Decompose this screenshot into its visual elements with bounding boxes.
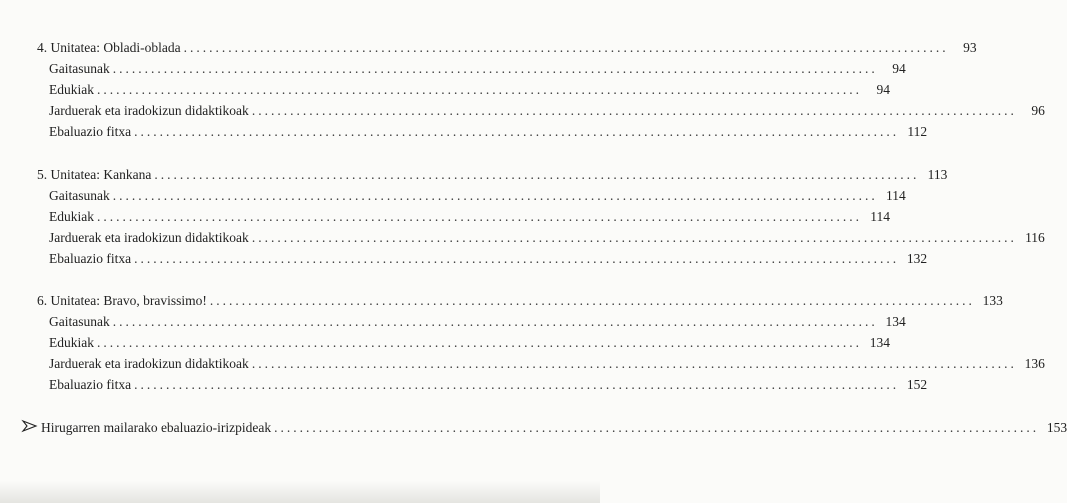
toc-entry-unit-5[interactable]: [37, 166, 948, 183]
toc-subentry[interactable]: [49, 102, 1045, 119]
dot-leader: ........................................................................................................................: [134, 124, 900, 139]
arrowhead-bullet-icon: [22, 420, 37, 432]
toc-page-number: 114: [885, 188, 906, 203]
toc-subentry[interactable]: [49, 334, 890, 351]
dot-leader: ........................................................................................................................: [134, 251, 900, 266]
dot-leader: ........................................................................................................................: [112, 314, 878, 329]
toc-page-number: 152: [906, 377, 928, 392]
toc-entry-title: Ebaluazio fitxa: [49, 124, 132, 139]
toc-subentry[interactable]: [49, 208, 890, 225]
toc-subentry[interactable]: [49, 313, 906, 330]
toc-entry-title: Edukiak: [49, 335, 94, 350]
toc-page-number: 93: [963, 40, 977, 55]
dot-leader: ........................................................................................................................: [183, 40, 949, 55]
toc-entry-title: Edukiak: [49, 209, 94, 224]
toc-page-number: 96: [1031, 103, 1045, 118]
dot-leader: ........................................................................................................................: [251, 103, 1017, 118]
toc-subentry[interactable]: [49, 60, 906, 77]
toc-subentry[interactable]: [49, 81, 890, 98]
toc-page-number: 116: [1025, 230, 1045, 245]
toc-page-number: 136: [1024, 356, 1045, 371]
toc-entry-title: Gaitasunak: [49, 314, 110, 329]
dot-leader: ........................................................................................................................: [274, 420, 1040, 435]
dot-leader: ........................................................................................................................: [154, 167, 920, 182]
toc-page-number: 112: [907, 124, 928, 139]
toc-entry-title: Hirugarren mailarako ebaluazio-irizpideak: [41, 420, 272, 435]
dot-leader: ........................................................................................................................: [97, 335, 862, 350]
toc-entry-title: 6. Unitatea: Bravo, bravissimo!: [37, 293, 207, 308]
toc-subentry[interactable]: [49, 250, 928, 267]
toc-subentry[interactable]: [49, 355, 1045, 372]
toc-entry-title: Gaitasunak: [49, 61, 110, 76]
toc-subentry[interactable]: [49, 376, 928, 393]
toc-page-number: 94: [876, 82, 890, 97]
toc-page-number: 153: [1046, 420, 1067, 435]
toc-entry-title: Jarduerak eta iradokizun didaktikoak: [49, 356, 249, 371]
toc-entry-title: Ebaluazio fitxa: [49, 377, 132, 392]
toc-page-number: 134: [885, 314, 906, 329]
toc-page-number: 132: [906, 251, 928, 266]
dot-leader: ........................................................................................................................: [112, 188, 878, 203]
dot-leader: ........................................................................................................................: [97, 209, 862, 224]
dot-leader: ........................................................................................................................: [112, 61, 878, 76]
toc-entry-title: Ebaluazio fitxa: [49, 251, 132, 266]
toc-page-number: 134: [869, 335, 890, 350]
toc-entry-unit-6[interactable]: [37, 292, 1003, 309]
dot-leader: ........................................................................................................................: [134, 377, 900, 392]
toc-entry-title: 5. Unitatea: Kankana: [37, 167, 152, 182]
toc-page-number: 113: [927, 167, 948, 182]
toc-entry-evaluation-criteria[interactable]: [22, 419, 1067, 436]
dot-leader: ........................................................................................................................: [97, 82, 862, 97]
toc-subentry[interactable]: [49, 229, 1045, 246]
toc-entry-title: 4. Unitatea: Obladi-oblada: [37, 40, 181, 55]
page-edge-shadow: [0, 481, 600, 503]
dot-leader: ........................................................................................................................: [209, 293, 975, 308]
toc-entry-unit-4[interactable]: [37, 39, 977, 56]
toc-entry-title: Edukiak: [49, 82, 94, 97]
toc-page-number: 94: [892, 61, 906, 76]
toc-entry-title: Jarduerak eta iradokizun didaktikoak: [49, 103, 249, 118]
toc-entry-title: Jarduerak eta iradokizun didaktikoak: [49, 230, 249, 245]
toc-subentry[interactable]: [49, 187, 906, 204]
toc-subentry[interactable]: [49, 123, 928, 140]
toc-entry-title: Gaitasunak: [49, 188, 110, 203]
dot-leader: ........................................................................................................................: [251, 356, 1017, 371]
dot-leader: ........................................................................................................................: [251, 230, 1017, 245]
toc-page-number: 133: [982, 293, 1003, 308]
toc-page-number: 114: [870, 209, 890, 224]
